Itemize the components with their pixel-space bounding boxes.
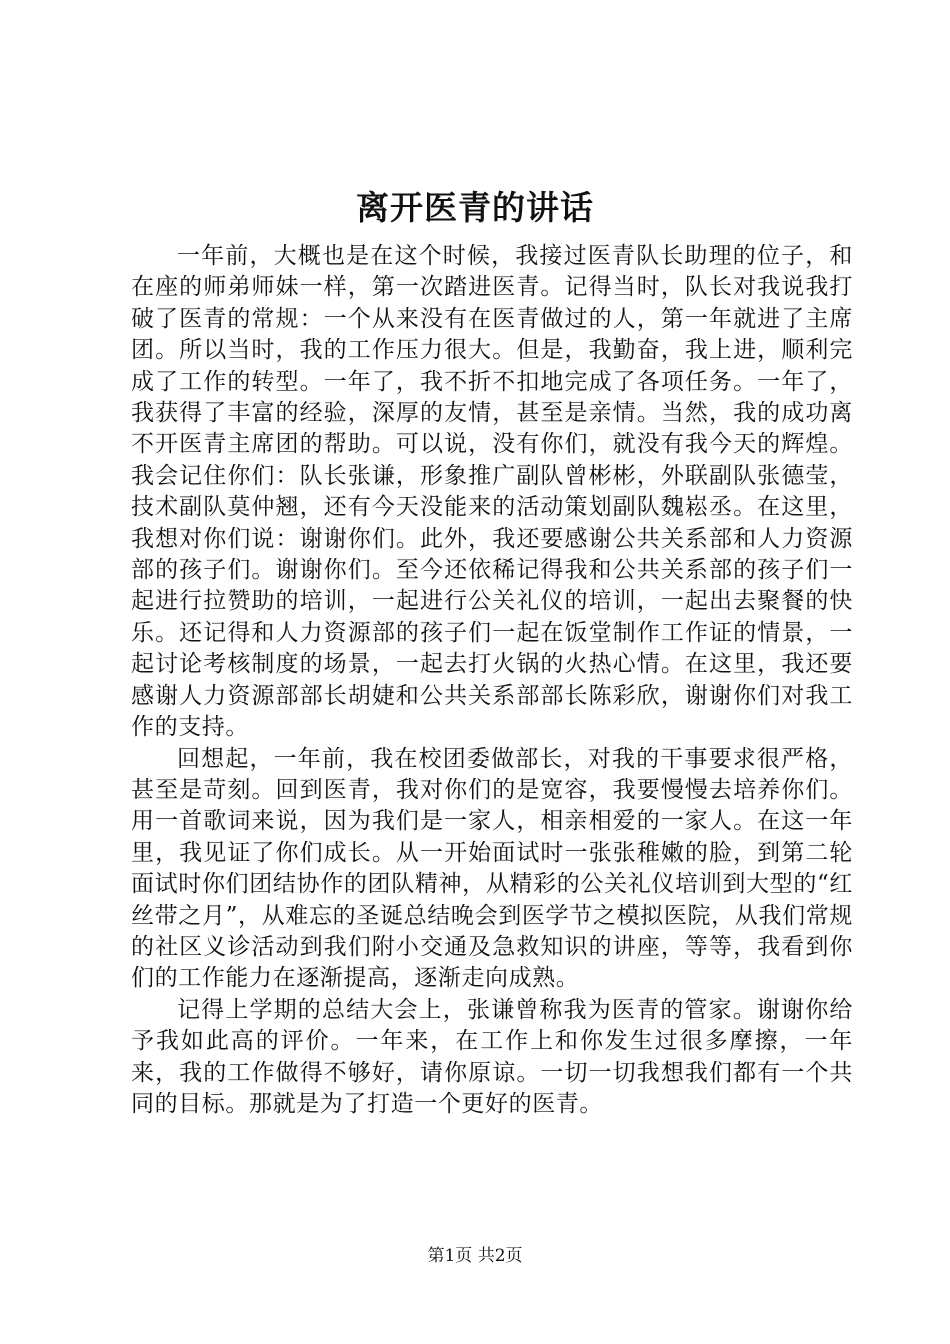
document-title: 离开医青的讲话	[356, 188, 594, 227]
paragraph-3: 记得上学期的总结大会上，张谦曾称我为医青的管家。谢谢你给予我如此高的评价。一年来，在工作上和你发生过很多摩擦，一年来，我的工作做得不够好，请你原谅。一切一切我想我们都有一个共同的目标。那就是为了打造一个更好的医青。	[131, 996, 853, 1117]
paragraph-2: 回想起，一年前，我在校团委做部长，对我的干事要求很严格，甚至是苛刻。回到医青，我对你们的是宽容，我要慢慢去培养你们。用一首歌词来说，因为我们是一家人，相亲相爱的一家人。在这一年里，我见证了你们成长。从一开始面试时一张张稚嫩的脸，到第二轮面试时你们团结协作的团队精神，从精彩的公关礼仪培训到大型的“红丝带之月”，从难忘的圣诞总结晚会到医学节之模拟医院，从我们常规的社区义诊活动到我们附小交通及急救知识的讲座，等等，我看到你们的工作能力在逐渐提高，逐渐走向成熟。	[131, 745, 853, 992]
paragraph-1: 一年前，大概也是在这个时候，我接过医青队长助理的位子，和在座的师弟师妹一样，第一次踏进医青。记得当时，队长对我说我打破了医青的常规：一个从来没有在医青做过的人，第一年就进了主席团。所以当时，我的工作压力很大。但是，我勤奋，我上进，顺利完成了工作的转型。一年了，我不折不扣地完成了各项任务。一年了，我获得了丰富的经验，深厚的友情，甚至是亲情。当然，我的成功离不开医青主席团的帮助。可以说，没有你们，就没有我今天的辉煌。我会记住你们：队长张谦，形象推广副队曾彬彬，外联副队张德莹，技术副队莫仲翘，还有今天没能来的活动策划副队魏崧丞。在这里，我想对你们说：谢谢你们。此外，我还要感谢公共关系部和人力资源部的孩子们。谢谢你们。至今还依稀记得我和公共关系部的孩子们一起进行拉赞助的培训，一起进行公关礼仪的培训，一起出去聚餐的快乐。还记得和人力资源部的孩子们一起在饭堂制作工作证的情景，一起讨论考核制度的场景，一起去打火锅的火热心情。在这里，我还要感谢人力资源部部长胡婕和公共关系部部长陈彩欣，谢谢你们对我工作的支持。	[131, 243, 853, 741]
document-body	[131, 241, 853, 1120]
page-footer: 第1页 共2页	[427, 1246, 523, 1266]
